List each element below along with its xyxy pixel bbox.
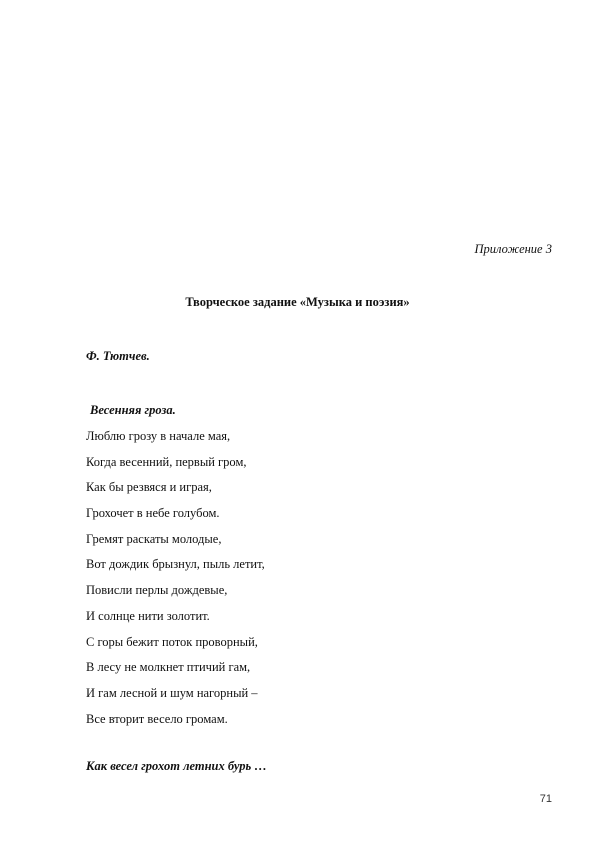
poem-line: Грохочет в небе голубом. (86, 506, 220, 521)
poem-line: Как бы резвяся и играя, (86, 480, 212, 495)
poem-line: И гам лесной и шум нагорный – (86, 685, 258, 700)
poem-author: Ф. Тютчев. (86, 349, 150, 363)
poem-text (86, 427, 265, 735)
poem-line: Люблю грозу в начале мая, (86, 429, 231, 443)
poem-line: Вот дождик брызнул, пыль летит, (86, 557, 265, 572)
poem-line: И солнце нити золотит. (86, 608, 210, 623)
poem-line: Когда весенний, первый гром, (86, 454, 247, 469)
next-poem-title: Как весел грохот летних бурь … (86, 759, 267, 773)
poem-line: Повисли перлы дождевые, (86, 583, 228, 598)
task-title: Творческое задание «Музыка и поэзия» (185, 295, 410, 309)
poem-line: Все вторит весело громам. (86, 711, 228, 726)
poem-line: Гремят раскаты молодые, (86, 531, 222, 546)
appendix-label: Приложение 3 (474, 242, 552, 256)
poem-title: Весенняя гроза. (90, 403, 176, 417)
page-number: 71 (539, 793, 552, 805)
poem-line: С горы бежит поток проворный, (86, 634, 258, 649)
poem-line: В лесу не молкнет птичий гам, (86, 660, 251, 675)
